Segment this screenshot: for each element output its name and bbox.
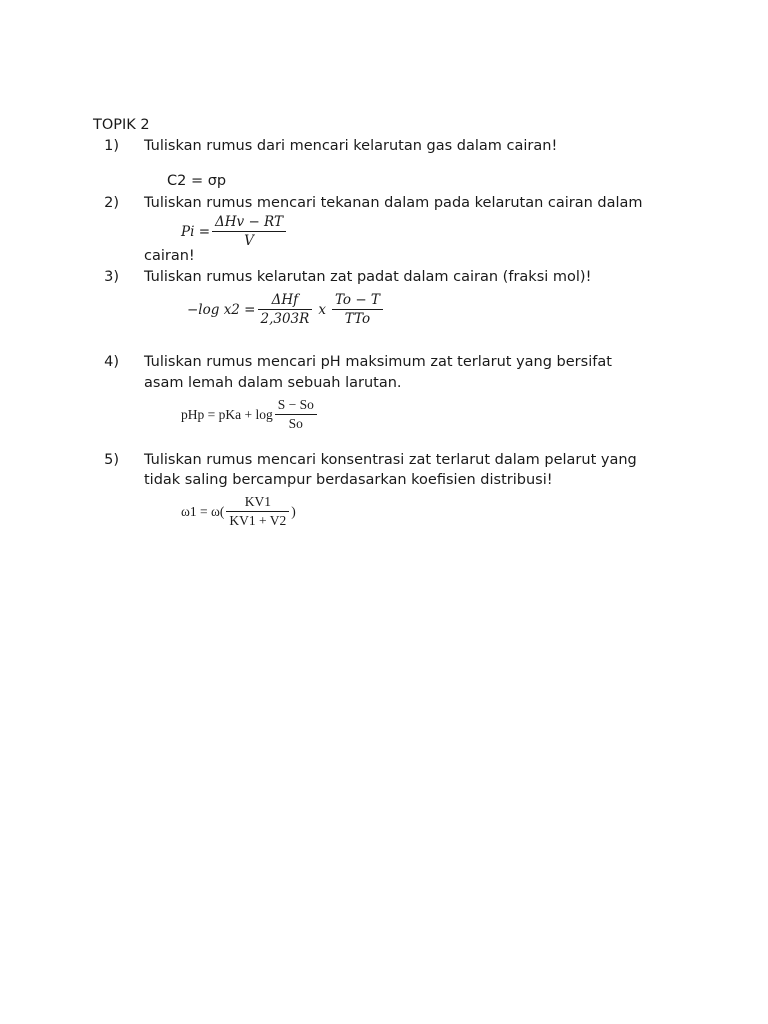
fraction <box>258 292 313 327</box>
item-question-continued: cairan! <box>144 248 195 264</box>
formula-lhs: Pi = <box>181 223 211 240</box>
document-title: TOPIK 2 <box>93 117 150 133</box>
item-question-continued: tidak saling bercampur berdasarkan koefisien distribusi! <box>144 472 553 488</box>
item-number: 4) <box>104 354 119 370</box>
formula-max-ph <box>181 397 319 432</box>
numerator: ΔHv − RT <box>215 214 283 230</box>
item-number: 2) <box>104 195 119 211</box>
item-question: Tuliskan rumus mencari tekanan dalam pada kelarutan cairan dalam <box>144 195 643 211</box>
formula-distribution-coefficient <box>181 494 296 529</box>
formula-rhs: ) <box>291 503 296 519</box>
formula-solid-solubility <box>187 292 385 327</box>
formula-gas-solubility: C2 = σp <box>167 173 227 189</box>
item-question-continued: asam lemah dalam sebuah larutan. <box>144 375 402 391</box>
item-number: 5) <box>104 452 119 468</box>
multiply-sign: x <box>318 301 326 318</box>
denominator: TTo <box>332 309 383 327</box>
denominator: V <box>212 231 286 249</box>
formula-internal-pressure <box>181 214 288 249</box>
formula-lhs: pHp = pKa + log <box>181 406 273 422</box>
fraction <box>226 494 289 529</box>
item-question: Tuliskan rumus mencari konsentrasi zat terlarut dalam pelarut yang <box>144 452 637 468</box>
denominator: So <box>275 414 317 432</box>
item-number: 1) <box>104 138 119 154</box>
formula-lhs: −log x2 = <box>187 301 256 318</box>
fraction <box>275 397 317 432</box>
item-question: Tuliskan rumus kelarutan zat padat dalam cairan (fraksi mol)! <box>144 269 592 285</box>
numerator: ΔHf <box>271 292 299 308</box>
item-question: Tuliskan rumus dari mencari kelarutan gas dalam cairan! <box>144 138 558 154</box>
numerator: To − T <box>334 292 380 308</box>
denominator: KV1 + V2 <box>226 511 289 529</box>
fraction <box>332 292 383 327</box>
item-number: 3) <box>104 269 119 285</box>
denominator: 2,303R <box>258 309 313 327</box>
fraction <box>212 214 286 249</box>
formula-lhs: ω1 = ω( <box>181 503 225 519</box>
numerator: KV1 <box>244 494 271 509</box>
numerator: S − So <box>277 397 314 412</box>
item-question: Tuliskan rumus mencari pH maksimum zat terlarut yang bersifat <box>144 354 612 370</box>
